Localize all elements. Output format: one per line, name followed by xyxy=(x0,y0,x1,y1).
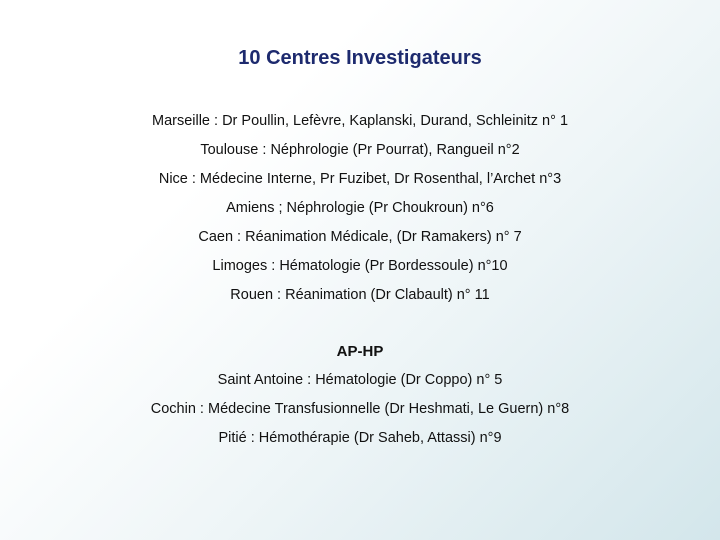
centre-item-marseille: Marseille : Dr Poullin, Lefèvre, Kaplanski, Durand, Schleinitz n° 1 xyxy=(151,113,569,129)
aphp-heading: AP-HP xyxy=(336,343,384,360)
centre-item-toulouse: Toulouse : Néphrologie (Pr Pourrat), Rangueil n°2 xyxy=(200,142,520,158)
aphp-item-cochin: Cochin : Médecine Transfusionnelle (Dr Heshmati, Le Guern) n°8 xyxy=(150,401,570,417)
centre-item-limoges: Limoges : Hématologie (Pr Bordessoule) n°10 xyxy=(212,258,508,274)
aphp-item-pitie: Pitié : Hémothérapie (Dr Saheb, Attassi) n°9 xyxy=(218,430,502,446)
centre-item-rouen: Rouen : Réanimation (Dr Clabault) n° 11 xyxy=(230,287,490,303)
centre-item-nice: Nice : Médecine Interne, Pr Fuzibet, Dr Rosenthal, l’Archet n°3 xyxy=(158,171,562,187)
aphp-item-saint-antoine: Saint Antoine : Hématologie (Dr Coppo) n° 5 xyxy=(217,372,503,388)
slide-title: 10 Centres Investigateurs xyxy=(238,47,482,69)
centre-item-amiens: Amiens ; Néphrologie (Pr Choukroun) n°6 xyxy=(226,200,494,216)
centres-list xyxy=(0,107,720,310)
aphp-centres-list xyxy=(0,366,720,453)
centre-item-caen: Caen : Réanimation Médicale, (Dr Ramakers) n° 7 xyxy=(198,229,522,245)
